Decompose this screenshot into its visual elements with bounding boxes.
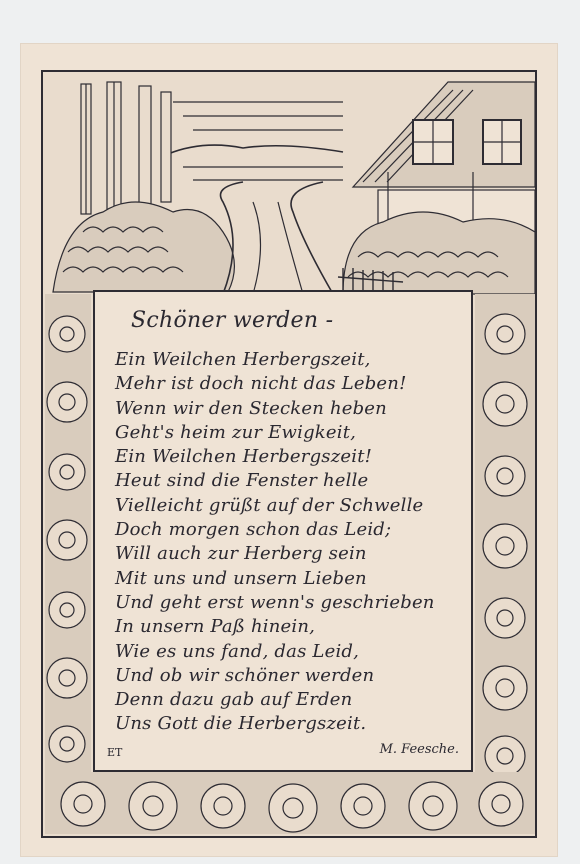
landscape-scene bbox=[53, 82, 535, 294]
floral-border-left bbox=[45, 294, 91, 834]
tree-icon bbox=[81, 82, 171, 222]
poem-line: Mit uns und unsern Lieben bbox=[115, 567, 367, 589]
floral-border-bottom bbox=[45, 772, 535, 834]
poem-line: Mehr ist doch nicht das Leben! bbox=[115, 373, 407, 395]
poem-line: Uns Gott die Herbergszeit. bbox=[115, 713, 367, 735]
floral-border-right bbox=[475, 294, 535, 834]
illustrated-frame bbox=[41, 70, 537, 838]
poem-line: Ein Weilchen Herbergszeit, bbox=[115, 349, 371, 370]
poem-line: Wenn wir den Stecken heben bbox=[115, 397, 387, 419]
poem-line: Geht's heim zur Ewigkeit, bbox=[115, 421, 357, 443]
poem-line: Vielleicht grüßt auf der Schwelle bbox=[115, 494, 424, 516]
poem-lines bbox=[115, 348, 465, 737]
poem-author: M. Feesche. bbox=[379, 742, 459, 757]
poem-line: Denn dazu gab auf Erden bbox=[115, 689, 353, 711]
poem-line: Und ob wir schöner werden bbox=[115, 664, 375, 686]
postcard bbox=[21, 44, 557, 856]
poem-line: Wie es uns fand, das Leid, bbox=[115, 640, 360, 662]
poem-line: Doch morgen schon das Leid; bbox=[115, 519, 392, 541]
poem-line: In unsern Paß hinein, bbox=[115, 616, 316, 638]
artist-monogram: ET bbox=[107, 746, 123, 759]
poem-line: Heut sind die Fenster helle bbox=[115, 470, 369, 492]
poem-panel bbox=[93, 290, 473, 772]
poem-line: Und geht erst wenn's geschrieben bbox=[115, 591, 435, 613]
poem-line: Will auch zur Herberg sein bbox=[115, 543, 367, 565]
poem-title: Schöner werden - bbox=[131, 308, 334, 333]
poem-line: Ein Weilchen Herbergszeit! bbox=[115, 446, 373, 468]
